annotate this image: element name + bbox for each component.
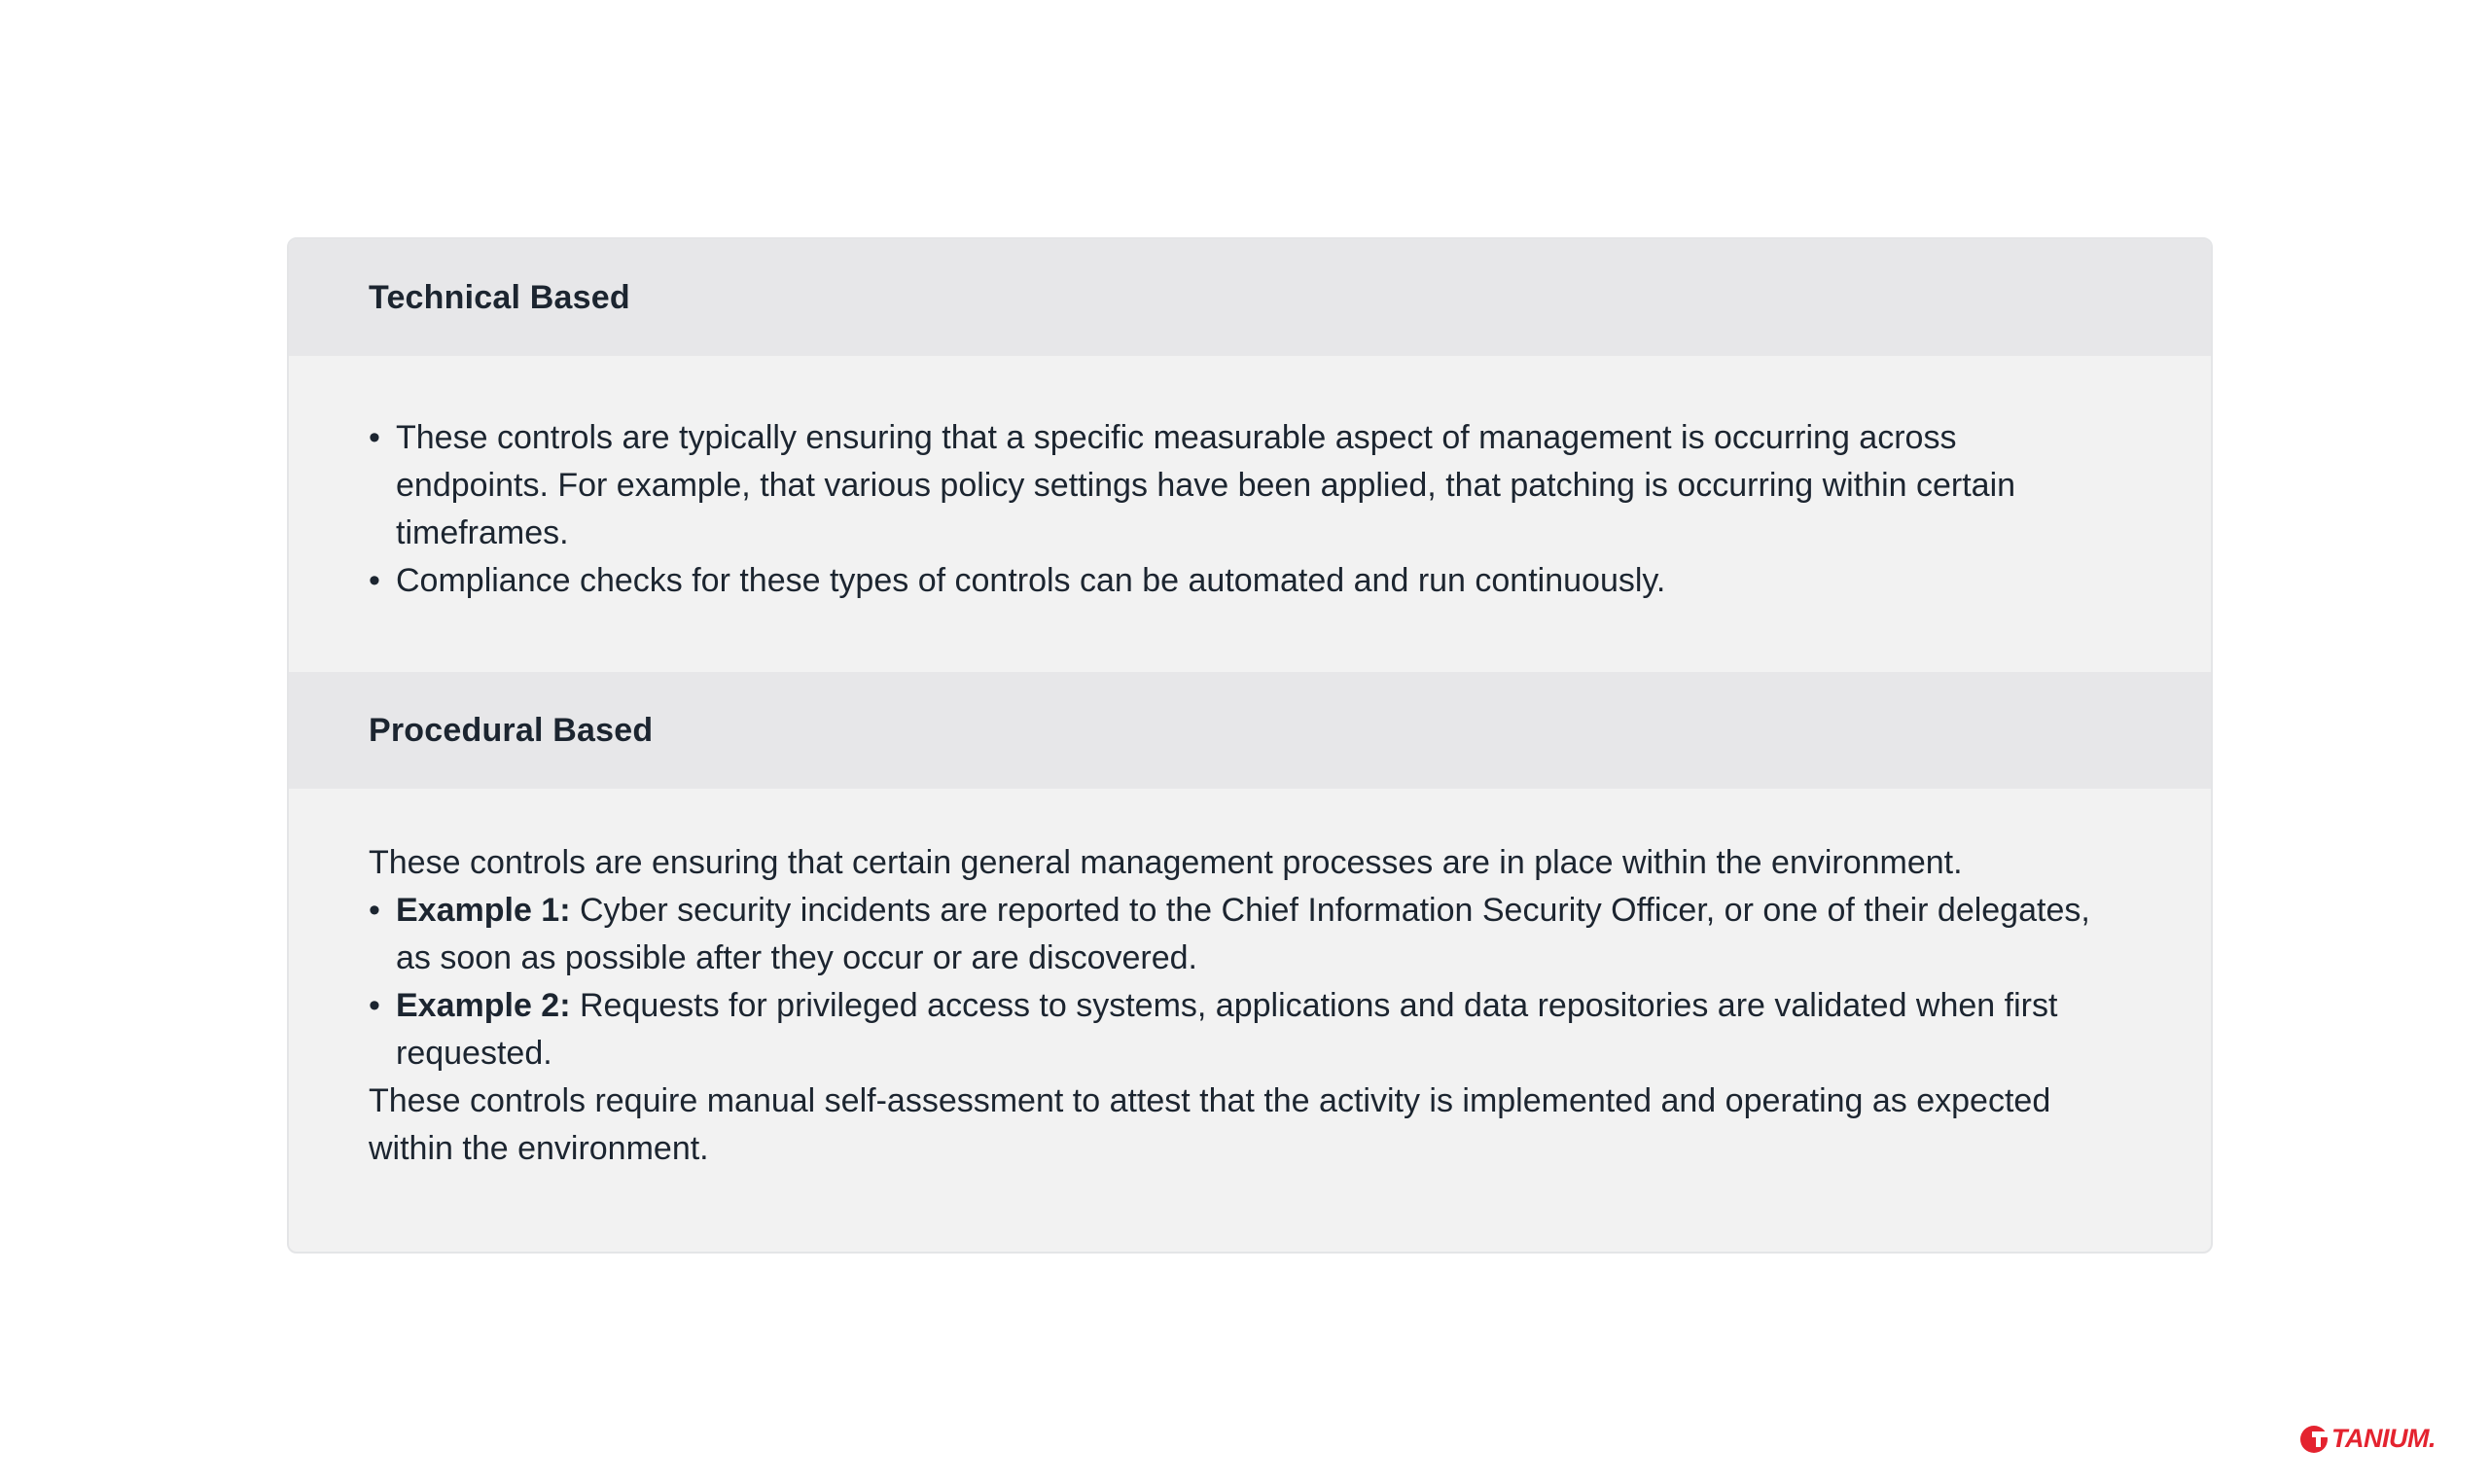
list-item: [369, 414, 2114, 557]
list-item: [369, 557, 2114, 605]
technical-based-title: Technical Based: [369, 278, 630, 316]
technical-bullet-list: [369, 414, 2114, 605]
list-item-text: These controls are typically ensuring that a specific measurable aspect of management is occurring across endpoints. For example, that various policy settings have been applied, that patching is occurring within certain timeframes.: [396, 419, 2016, 551]
tanium-logo: [2299, 1424, 2436, 1454]
list-item: [369, 982, 2114, 1078]
controls-card: [287, 237, 2213, 1254]
procedural-outro: These controls require manual self-assessment to attest that the activity is implemented and operating as expected within the environment.: [369, 1082, 2051, 1167]
technical-based-header: [289, 239, 2211, 356]
bullet: •: [369, 892, 380, 929]
procedural-based-header: [289, 672, 2211, 789]
list-item: [369, 887, 2114, 982]
tanium-logo-icon: [2299, 1425, 2329, 1454]
bullet: •: [369, 419, 380, 456]
example-text: Requests for privileged access to systems, applications and data repositories are validated when first requested.: [396, 987, 2058, 1072]
example-label: Example 2:: [396, 987, 571, 1024]
technical-based-body: [289, 356, 2211, 672]
procedural-based-body: [289, 789, 2211, 1173]
example-text: Cyber security incidents are reported to the Chief Information Security Officer, or one of their delegates, as soon as possible after they occur or are discovered.: [396, 892, 2090, 976]
bullet: •: [369, 987, 380, 1024]
example-label: Example 1:: [396, 892, 571, 929]
list-item-text: Compliance checks for these types of controls can be automated and run continuously.: [396, 562, 1666, 599]
tanium-logo-text: TANIUM.: [2331, 1424, 2436, 1453]
procedural-based-title: Procedural Based: [369, 711, 654, 749]
bullet: •: [369, 562, 380, 599]
procedural-intro: These controls are ensuring that certain general management processes are in place within the environment.: [369, 844, 1963, 881]
procedural-example-list: [369, 887, 2114, 1078]
